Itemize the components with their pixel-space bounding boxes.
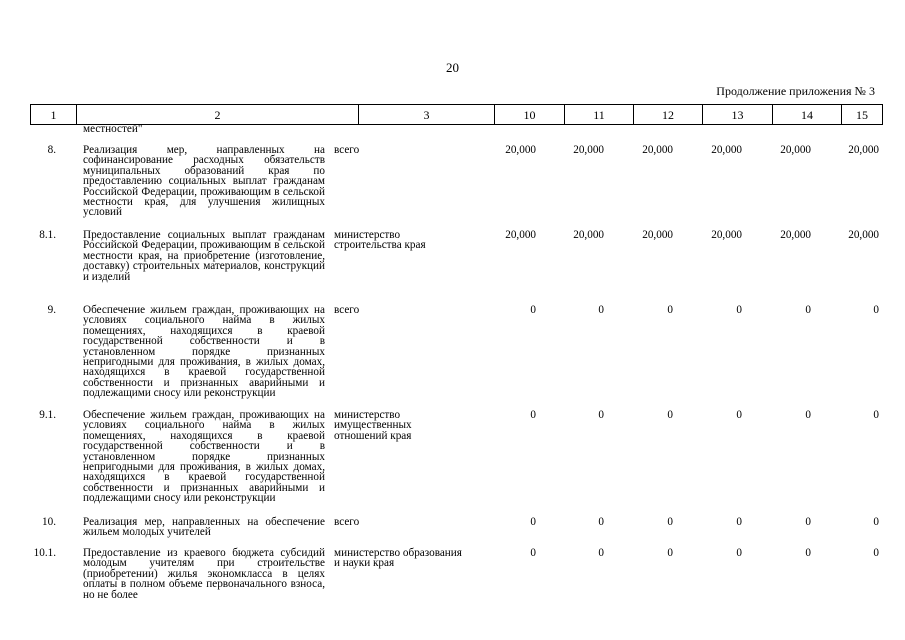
row-responsible: всего xyxy=(334,144,360,156)
row-number: 8.1. xyxy=(39,229,56,241)
row-value-col-13: 0 xyxy=(736,304,742,316)
row-responsible: министерство имущественных отношений края xyxy=(334,409,412,442)
row-responsible: всего xyxy=(334,304,360,316)
row-value-col-15: 20,000 xyxy=(848,144,879,156)
row-responsible: всего xyxy=(334,516,360,528)
row-value-col-12: 0 xyxy=(667,516,673,528)
row-number: 10.1. xyxy=(33,547,56,559)
row-value-col-11: 20,000 xyxy=(573,229,604,241)
row-value-col-14: 20,000 xyxy=(780,144,811,156)
continued-text: местностей" xyxy=(83,123,143,135)
row-value-col-14: 0 xyxy=(805,409,811,421)
column-header-1: 1 xyxy=(30,105,76,124)
row-description: Обеспечение жильем граждан, проживающих на условиях социального найма в жилых помещениях, находящихся в краевой государственной собственности и в установленном порядке признанных непригодными для проживания, в жилых домах, находящихся в краевой государственной собственности и признанных аварийными и подлежащими сносу или реконструкции xyxy=(83,304,325,400)
row-value-col-12: 20,000 xyxy=(642,144,673,156)
row-number: 8. xyxy=(47,144,56,156)
row-value-col-15: 0 xyxy=(873,304,879,316)
row-number: 10. xyxy=(42,516,56,528)
continuation-label: Продолжение приложения № 3 xyxy=(716,84,875,98)
column-header-12: 12 xyxy=(633,105,702,124)
row-value-col-10: 0 xyxy=(530,516,536,528)
row-value-col-13: 0 xyxy=(736,547,742,559)
column-header-13: 13 xyxy=(702,105,772,124)
row-value-col-12: 0 xyxy=(667,304,673,316)
row-value-col-10: 0 xyxy=(530,304,536,316)
row-value-col-11: 0 xyxy=(598,547,604,559)
row-value-col-11: 0 xyxy=(598,409,604,421)
table-header xyxy=(30,104,883,125)
row-value-col-14: 0 xyxy=(805,304,811,316)
row-value-col-11: 20,000 xyxy=(573,144,604,156)
row-value-col-10: 0 xyxy=(530,547,536,559)
column-header-11: 11 xyxy=(564,105,633,124)
column-header-2: 2 xyxy=(76,105,358,124)
column-header-15: 15 xyxy=(841,105,883,124)
row-value-col-12: 20,000 xyxy=(642,229,673,241)
row-value-col-13: 0 xyxy=(736,409,742,421)
row-responsible: министерство образования и науки края xyxy=(334,547,462,570)
row-value-col-14: 0 xyxy=(805,547,811,559)
row-number: 9. xyxy=(47,304,56,316)
row-value-col-12: 0 xyxy=(667,409,673,421)
row-value-col-10: 20,000 xyxy=(505,144,536,156)
row-description: Реализация мер, направленных на обеспечение жильем молодых учителей xyxy=(83,516,325,539)
row-responsible: министерство строительства края xyxy=(334,229,426,252)
row-value-col-15: 0 xyxy=(873,409,879,421)
row-description: Обеспечение жильем граждан, проживающих на условиях социального найма в жилых помещениях, находящихся в краевой государственной собственности и в установленном порядке признанных непригодными для проживания, в жилых домах, находящихся в краевой государственной собственности и признанных аварийными и подлежащими сносу или реконструкции xyxy=(83,409,325,505)
row-value-col-11: 0 xyxy=(598,304,604,316)
row-description: Предоставление социальных выплат гражданам Российской Федерации, проживающим в сельской местности края, на приобретение (изготовление, доставку) строительных материалов, конструкций и изделий xyxy=(83,229,325,283)
row-value-col-13: 0 xyxy=(736,516,742,528)
row-value-col-15: 0 xyxy=(873,516,879,528)
row-value-col-10: 20,000 xyxy=(505,229,536,241)
column-header-14: 14 xyxy=(772,105,841,124)
row-value-col-13: 20,000 xyxy=(711,229,742,241)
page-number: 20 xyxy=(446,60,459,75)
row-value-col-12: 0 xyxy=(667,547,673,559)
row-value-col-14: 20,000 xyxy=(780,229,811,241)
row-description: Реализация мер, направленных на софинансирование расходных обязательств муниципальных образований края по предоставлению социальных выплат гражданам Российской Федерации, проживающим в сельской местности края, для улучшения жилищных условий xyxy=(83,144,325,219)
row-value-col-11: 0 xyxy=(598,516,604,528)
row-value-col-14: 0 xyxy=(805,516,811,528)
row-description: Предоставление из краевого бюджета субсидий молодым учителям при строительстве (приобретении) жилья экономкласса в целях оплаты в полном объеме первоначального взноса, но не более xyxy=(83,547,325,601)
row-value-col-10: 0 xyxy=(530,409,536,421)
column-header-3: 3 xyxy=(358,105,494,124)
column-header-10: 10 xyxy=(494,105,564,124)
row-value-col-13: 20,000 xyxy=(711,144,742,156)
row-value-col-15: 20,000 xyxy=(848,229,879,241)
row-value-col-15: 0 xyxy=(873,547,879,559)
row-number: 9.1. xyxy=(39,409,56,421)
